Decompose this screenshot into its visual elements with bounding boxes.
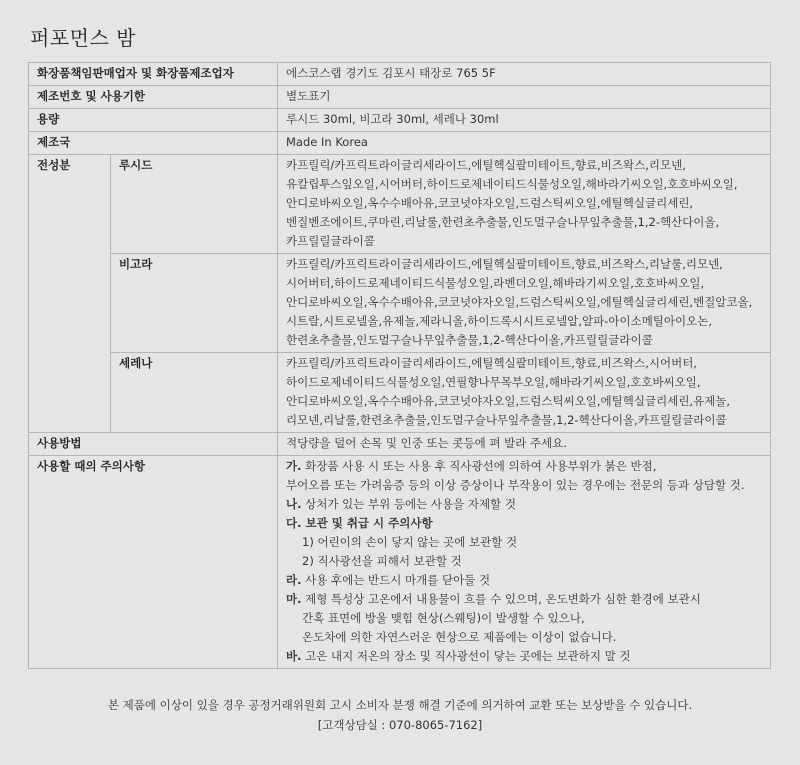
row-label-caution: 사용할 때의 주의사항 — [29, 456, 278, 669]
table-row — [29, 433, 771, 456]
ingredient-line: 안디로바씨오일,옥수수배아유,코코넛야자오일,드럼스틱씨오일,에틸헥실글리세린,벤질알코올, — [286, 295, 753, 309]
ingredient-line: 한련초추출물,인도멀구슬나무잎추출물,1,2-헥산다이올,카프릴릴글라이콜 — [286, 333, 653, 347]
row-value-origin: Made In Korea — [278, 132, 771, 155]
table-row — [29, 456, 771, 669]
ingredient-name-lucid: 루시드 — [111, 155, 278, 254]
ingredient-list-vigora — [278, 254, 771, 353]
ingredient-list-lucid — [278, 155, 771, 254]
product-info-table — [28, 62, 771, 669]
caution-text: 제형 특성상 고온에서 내용물이 흐를 수 있으며, 온도변화가 심한 환경에 보관시 — [305, 592, 701, 606]
row-label-origin: 제조국 — [29, 132, 278, 155]
caution-text: 사용 후에는 반드시 마개를 닫아둘 것 — [305, 573, 491, 587]
caution-marker: 마. — [286, 592, 302, 606]
caution-subitem: 2) 직사광선을 피해서 보관할 것 — [302, 554, 462, 568]
row-label-usage: 사용방법 — [29, 433, 278, 456]
caution-subitem: 1) 어린이의 손이 닿지 않는 곳에 보관할 것 — [302, 535, 518, 549]
caution-heading-storage: 다. 보관 및 취급 시 주의사항 — [286, 516, 433, 530]
ingredient-line: 리모넨,리날룰,한련초추출물,인도멀구슬나무잎추출물,1,2-헥산다이올,카프릴릴글라이콜 — [286, 413, 727, 427]
ingredient-line: 카프릴릭/카프릭트라이글리세라이드,에틸헥실팔미테이트,향료,비즈왁스,리날룰,리모넨, — [286, 257, 723, 271]
caution-marker: 가. — [286, 459, 302, 473]
caution-text: 부어오름 또는 가려움증 등의 이상 증상이나 부작용이 있는 경우에는 전문의 등과 상담할 것. — [286, 478, 745, 492]
row-value-lot: 별도표기 — [278, 86, 771, 109]
caution-text: 상처가 있는 부위 등에는 사용을 자제할 것 — [305, 497, 516, 511]
caution-text: 고온 내지 저온의 장소 및 직사광선이 닿는 곳에는 보관하지 말 것 — [305, 649, 631, 663]
caution-item-e — [286, 590, 762, 609]
ingredients-label: 전성분 — [29, 155, 111, 433]
customer-service-contact: [고객상담실 : 070-8065-7162] — [317, 718, 483, 732]
caution-marker: 바. — [286, 649, 302, 663]
ingredient-name-vigora: 비고라 — [111, 254, 278, 353]
row-label-volume: 용량 — [29, 109, 278, 132]
ingredient-line: 카프릴릭/카프릭트라이글리세라이드,에틸헥실팔미테이트,향료,비즈왁스,리모넨, — [286, 158, 686, 172]
ingredient-list-serena — [278, 353, 771, 433]
row-value-usage: 적당량을 덜어 손목 및 인중 또는 콧등에 펴 발라 주세요. — [278, 433, 771, 456]
caution-text: 온도차에 의한 자연스러운 현상으로 제품에는 이상이 없습니다. — [302, 630, 617, 644]
table-row — [29, 353, 771, 433]
caution-text: 간혹 표면에 방울 맺힘 현상(스웨팅)이 발생할 수 있으나, — [302, 611, 585, 625]
page-title: 퍼포먼스 밤 — [30, 26, 136, 50]
table-row — [29, 254, 771, 353]
ingredient-line: 시트랄,시트로넬올,유제놀,제라니올,하이드록시시트로넬알,알파-아이소메틸아이오논, — [286, 314, 713, 328]
footer-notice: 본 제품에 이상이 있을 경우 공정거래위원회 고시 소비자 분쟁 해결 기준에 의거하여 교환 또는 보상받을 수 있습니다. — [107, 698, 693, 712]
caution-item-d — [286, 571, 762, 590]
footer — [0, 695, 800, 735]
ingredient-line: 시어버터,하이드로제네이티드식물성오일,라벤더오일,해바라기씨오일,호호바씨오일, — [286, 276, 705, 290]
table-row — [29, 155, 771, 254]
ingredient-line: 벤질벤조에이트,쿠마린,리날룰,한련초추출물,인도멀구슬나무잎추출물,1,2-헥산다이올, — [286, 215, 720, 229]
row-label-maker: 화장품책임판매업자 및 화장품제조업자 — [29, 63, 278, 86]
row-label-lot: 제조번호 및 사용기한 — [29, 86, 278, 109]
table-row — [29, 132, 771, 155]
ingredient-line: 하이드로제네이티드식물성오일,연필향나무목부오일,해바라기씨오일,호호바씨오일, — [286, 375, 701, 389]
caution-item-f — [286, 647, 762, 666]
caution-list — [278, 456, 771, 669]
row-value-maker: 에스코스랩 경기도 김포시 태장로 765 5F — [278, 63, 771, 86]
table-row — [29, 86, 771, 109]
table-row — [29, 63, 771, 86]
caution-marker: 나. — [286, 497, 302, 511]
ingredient-line: 카프릴릴글라이콜 — [286, 234, 375, 248]
ingredient-name-serena: 세레나 — [111, 353, 278, 433]
caution-marker: 라. — [286, 573, 302, 587]
ingredient-line: 유칼립투스잎오일,시어버터,하이드로제네이티드식물성오일,해바라기씨오일,호호바씨오일, — [286, 177, 738, 191]
caution-item-b — [286, 495, 762, 514]
row-value-volume: 루시드 30ml, 비고라 30ml, 세레나 30ml — [278, 109, 771, 132]
table-row — [29, 109, 771, 132]
ingredient-line: 안디로바씨오일,옥수수배아유,코코넛야자오일,드럼스틱씨오일,에틸헥실글리세린,유제놀, — [286, 394, 731, 408]
ingredient-line: 카프릴릭/카프릭트라이글리세라이드,에틸헥실팔미테이트,향료,비즈왁스,시어버터, — [286, 356, 697, 370]
caution-text: 화장품 사용 시 또는 사용 후 직사광선에 의하여 사용부위가 붉은 반점, — [305, 459, 657, 473]
caution-item-a — [286, 457, 762, 476]
ingredient-line: 안디로바씨오일,옥수수배아유,코코넛야자오일,드럼스틱씨오일,에틸헥실글리세린, — [286, 196, 694, 210]
